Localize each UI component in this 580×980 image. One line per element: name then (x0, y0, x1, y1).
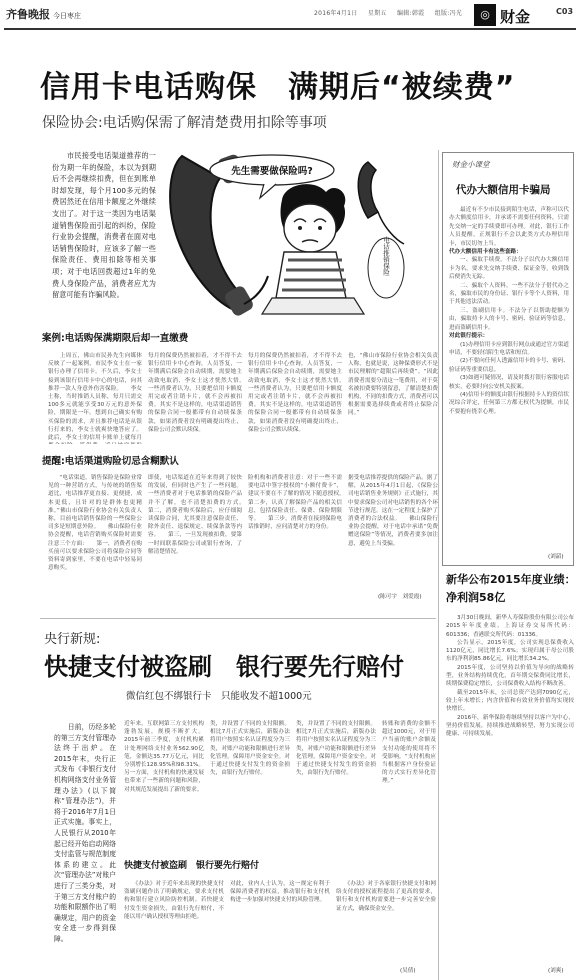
sidebar-paragraph: 代办大额信用卡有这些套路： (449, 249, 522, 256)
speech-bubble-text: 先生需要做保险吗? (231, 166, 313, 177)
sidebar-paragraph: 二、骗取个人资料。一些不法分子借代办之名，骗取市民的身份证、银行卡等个人资料，用于其他违法活动。 (449, 282, 569, 306)
issue-meta (314, 8, 470, 17)
lower-subheadline: 微信红包不绑银行卡 只能收发不超1000元 (126, 691, 312, 702)
case-column-1: 上周五，佛山市民孙先生向媒体反映了一起案例，市民李女士在一家银行办理了信用卡。不久后，李女士接到该银行信用卡中心的电话，向其推荐一款人身意外伤害保险。 李女士称，当时推销人员称，每月只需交100多元就能享受30万元的意外保险，期限是一年。想到自己确实有购买保险的需求，并且推荐电话是从银行打来的，李女士就爽快地答应了。此后，李女士的信用卡账单上就每月 (48, 353, 142, 442)
page-number: C03 (556, 7, 574, 16)
reminder-heading: 提醒:电话渠道购险切忌含糊默认 (42, 456, 179, 467)
xinhua-paragraph: 公告显示，2015年度，公司实现总保费收入1120亿元，同比增长7.6%；实现归属于母公司股东的净利润85.86亿元，同比增长34.2%。 (446, 639, 574, 663)
lead-subheadline: 保险协会:电话购保需了解清楚费用扣除等事项 (42, 115, 327, 131)
lead-intro: 市民接受电话渠道推荐的一份为期一年的保险，本以为到期后不会再继续扣费，但在到账单时却发现，每个月100多元的保费居然还在信用卡额度之外继续支出了。对于这一类因为电话渠道销售保险而引起的纠纷，保险行业协会提醒，消费者在面对电话销售保险时，应该多了解一些保险责任、费用扣除等相关事项；对于电话回拨超过1年的免费人身保险产品，消费者应尤为留意可能有诈骗风险。 (52, 151, 156, 300)
reminder-column-1: “电话渠道，销售保险是保险业常见的一种营销方式，与传统的销售渠道比，电话推荐更直接、更便捷，成本更低，且针对的是群体也更精准。”佛山市保险行业协会有关负责人称，目前电话销售保险的一些保险公司多是短期意外险。 佛山保险行业协会提醒，电话营销购买保险时需要注意三个方面： 第一，消费者在购买前可以要求保险公司将保险合同等资料寄到家里，不要在电话中轻易同意购买。 (48, 475, 142, 572)
masthead (0, 0, 580, 28)
reminder-column-3: 险机构和消费者注意：对于一些不需要电话中签字授权的“小额付费卡”，建议不要在不了解的情况下随意授权。 第二步，认真了解保险产品的相关信息，包括保险责任、保费、保险期限等。 第三步，消费者在接到保险电话推销时，应问清楚对方的身份。 (248, 475, 342, 531)
phone-sales-cartoon (164, 148, 418, 316)
sidebar-paragraph: 对此银行提示： (449, 333, 489, 340)
sidebar-body (449, 206, 569, 560)
reminder-column-2: 即使，电话渠道在近年来得到了较快的发展，但同时也产生了一些问题。一些消费者对于电话推销的保险产品并不了解，也不清楚扣费的方式。 第二，消费者购买保险后，应仔细阅读保险合同，尤其要注意保险责任、除外责任、退保规定、续保条款等内容。 第三，一旦发现被扣费，要第一时间联系保险公司或银行查询，了解清楚情况。 (148, 475, 242, 555)
handset-icon (358, 162, 404, 244)
xinhua-paragraph: 2015年度，公司坚持以价值为导向的战略转型，业务结构持续优化，首年期交保费同比增长，续期保费稳定增长，公司保费收入结构不断改善。 (446, 664, 574, 688)
sidebar-paragraph: 一、骗取手续费。不法分子以代办大额信用卡为名，要求先交纳手续费、保证金等，收到钱后便消失无踪。 (449, 257, 569, 281)
issue-date: 2016年4月1日 (314, 10, 358, 17)
section-tab (474, 4, 552, 26)
issue-editor: 编辑:韩霞 (396, 10, 425, 17)
lower-column-6: 对此，业内人士认为，这一规定有利于保障消费者的权益，推动银行和支付机构进一步加强对快捷支付的风险管理。 (230, 881, 330, 904)
case-column-2: 每月的保费仍然被扣着，才不得不去银行信用卡中心查询，人员答复，一年期满后保险会自动续期，需要她主动致电取消，李女士这才恍然大悟。 一些消费者认为，只要把信用卡额度用完或者注销卡片，就不会再被扣费。其实不是这样的，电话渠道销售的保险合同一般都带有自动续保条款，如果消费者没有明确提出终止，保险公司会默认续保。 (148, 353, 242, 433)
sidebar-paragraph: 最近有不少市民接到陌生电话，声称可以代办大额度信用卡，并承诺不需要任何资料，只需先交纳一定的手续费即可办理。对此，银行工作人员提醒，正规银行不会以此类方式办理信用卡，市民切勿上当。 (449, 207, 569, 247)
xinhua-signature: (刘爽) (548, 968, 564, 974)
lower-section-heading: 快捷支付被盗刷 银行要先行赔付 (124, 861, 260, 871)
issue-designer: 组版:冯光 (434, 10, 463, 17)
section-name: 财金 (500, 8, 531, 26)
lower-column-5: 《办法》对于近年来出现的快捷支付盗刷问题作出了明确规定，要求支付机构和银行建立风险防控机制。若快捷支付发生资金损失，由银行先行赔付，不能以用户确认授权等理由拒绝。 (124, 881, 224, 920)
lead-headline: 信用卡电话购保 满期后“被续费” (40, 70, 516, 105)
sidebar-title: 代办大额信用卡骗局 (456, 184, 551, 196)
section-tag: 今日枣庄 (53, 12, 81, 20)
reminder-signature: (陈可宇 刘爱霞) (378, 594, 422, 600)
lower-column-2: 类，并设置了不同的支付限额。相比7月正式实施后，新版办法将用户按照实名认证程度分为三类，对账户功能和限额进行差异化管理，保障用户资金安全。对于通过快捷支付发生的资金损失，由银行先行赔付。 (210, 721, 290, 777)
lower-column-7: 《办法》对于各家银行快捷支付和网络支付的授权流程提出了更高的要求，银行和支付机构需要进一步完善安全验证方式，确保资金安全。 (336, 881, 436, 912)
section-symbol-icon: ◎ (474, 4, 496, 26)
sidebar-signature: (刘韶) (548, 554, 564, 560)
lower-kicker: 央行新规: (44, 632, 101, 647)
issue-weekday: 星期五 (367, 10, 387, 17)
header-divider (4, 28, 576, 30)
case-column-3: 每月的保费仍然被扣着，才不得不去银行信用卡中心查询，人员答复，一年期满后保险会自动续期，需要她主动致电取消，李女士这才恍然大悟。 一些消费者认为，只要把信用卡额度用完或者注销卡片，就不会再被扣费。其实不是这样的，电话渠道销售的保险合同一般都带有自动续保条款，如果消费者没有明确提出终止，保险公司会默认续保。 (248, 353, 342, 433)
xinhua-body (446, 614, 574, 964)
sidebar-paragraph: (1)办理信用卡应到银行网点或通过官方渠道申请，不要轻信陌生电话和短信。 (449, 341, 569, 356)
xinhua-headline: 新华公布2015年度业绩： (446, 573, 576, 586)
reminder-column-4: 据受电话推荐提供的保险产品。据了解，从2015年4月1日起，《保险公司电话销售业务规则》正式施行，其中要求保险公司对电话销售的各个环节进行规范。这在一定程度上保护了消费者的合法权益。 佛山保险行业协会提醒，对于电话中承诺“免费赠送保险”等情况，消费者要多加注意，避免上当受骗。 (348, 475, 438, 547)
sidebar-paragraph: (3)如遇可疑情况，请及时拨打银行客服电话核实，必要时向公安机关报案。 (449, 375, 569, 390)
sidebar-paragraph: (4)信用卡的额度由银行根据持卡人的资信状况综合评定，任何第三方都无权代为提额，市民不要抱有侥幸心理。 (449, 391, 569, 415)
lower-intro: 日前，历经多轮的第三方支付管理办法终于出炉。在2015年末，央行正式发布《非银行支付机构网络支付业务管理办法》(以下简称“管理办法”)，并将于2016年7月1日正式实施。事实上，人民银行从2010年起已经开始启动网络支付监管与规范制度体系的建立。此次“管理办法”对账户进行了三类分类，对于第三方支付账户的功能和限额作出了明确规定，用户的资金安全进一步得到保障。 (54, 723, 116, 943)
xinhua-paragraph: 截至2015年末，公司总资产达到7090亿元，较上年末增长；内含价值和有效业务价值均实现较快增长。 (446, 689, 574, 713)
xinhua-subheadline: 净利润58亿 (446, 591, 506, 604)
sidebar-tag: 财金小课堂 (452, 160, 490, 169)
lower-column-1: 近年来，互联网第三方支付机构蓬勃发展，规模不断扩大。2015年前三季度，支付机构累计处理网络支付业务562.90亿笔，金额达35.77万亿元，同比分别增长128.95%和98.31%。另一方面，支付机构的快速发展也带来了一些新的问题和风险，对其规范发展提出了新的要求。 (124, 721, 204, 793)
xinhua-paragraph: 2016年，新华保险将继续坚持以客户为中心，坚持价值发展，持续推进战略转型，努力实现公司健康、可持续发展。 (446, 714, 574, 738)
lower-headline: 快捷支付被盗刷 银行要先行赔付 (44, 653, 404, 681)
sidebar-paragraph: 三、盗刷信用卡。不法分子以帮助提额为由，骗取持卡人的卡号、密码、验证码等信息，进而盗刷信用卡。 (449, 307, 569, 331)
paper-name: 齐鲁晚报 (6, 8, 50, 21)
phone-sales-text: 电话推销保险 (382, 236, 390, 276)
section-divider (40, 618, 436, 619)
case-heading: 案例:电话购保满期限后却一直缴费 (42, 333, 189, 344)
lower-column-4: 转账和消费的金额不超过1000元，对于用户当前的账户余额及支付功能的使用将不受影响。“支付机构应当根据客户身份验证的方式实行差异化管理。” (382, 721, 436, 785)
paper-logo (6, 6, 81, 22)
case-column-4: 也，“佛山市保险行业协会相关负责人称，也就是说，这种保费形式不是市民理解的“超限后再续费”。“因此消费者需要分清这一笔费用，对于莫名被扣费要特别留意，了解清楚扣费机构，不同的扣费方式，消费者可以根据需要选择续费或者终止保险合同。” (348, 353, 438, 417)
worried-man-figure (262, 184, 364, 314)
phone-sales-label (368, 235, 404, 298)
column-divider (438, 150, 439, 980)
xinhua-paragraph: 3月30日晚间，新华人寿保险股份有限公司公布2015年年度业绩。上海证券交易所代码：601336；香港联交所代码：01336。 (446, 615, 574, 638)
sidebar-paragraph: (2)不要向任何人透露信用卡的卡号、密码、验证码等重要信息。 (449, 358, 569, 373)
lower-column-3: 类，并设置了不同的支付限额。相比7月正式实施后，新版办法将用户按照实名认证程度分为三类，对账户功能和限额进行差异化管理，保障用户资金安全。对于通过快捷支付发生的资金损失，由银行先行赔付。 (296, 721, 376, 777)
lower-signature: (吴倩) (400, 968, 416, 974)
